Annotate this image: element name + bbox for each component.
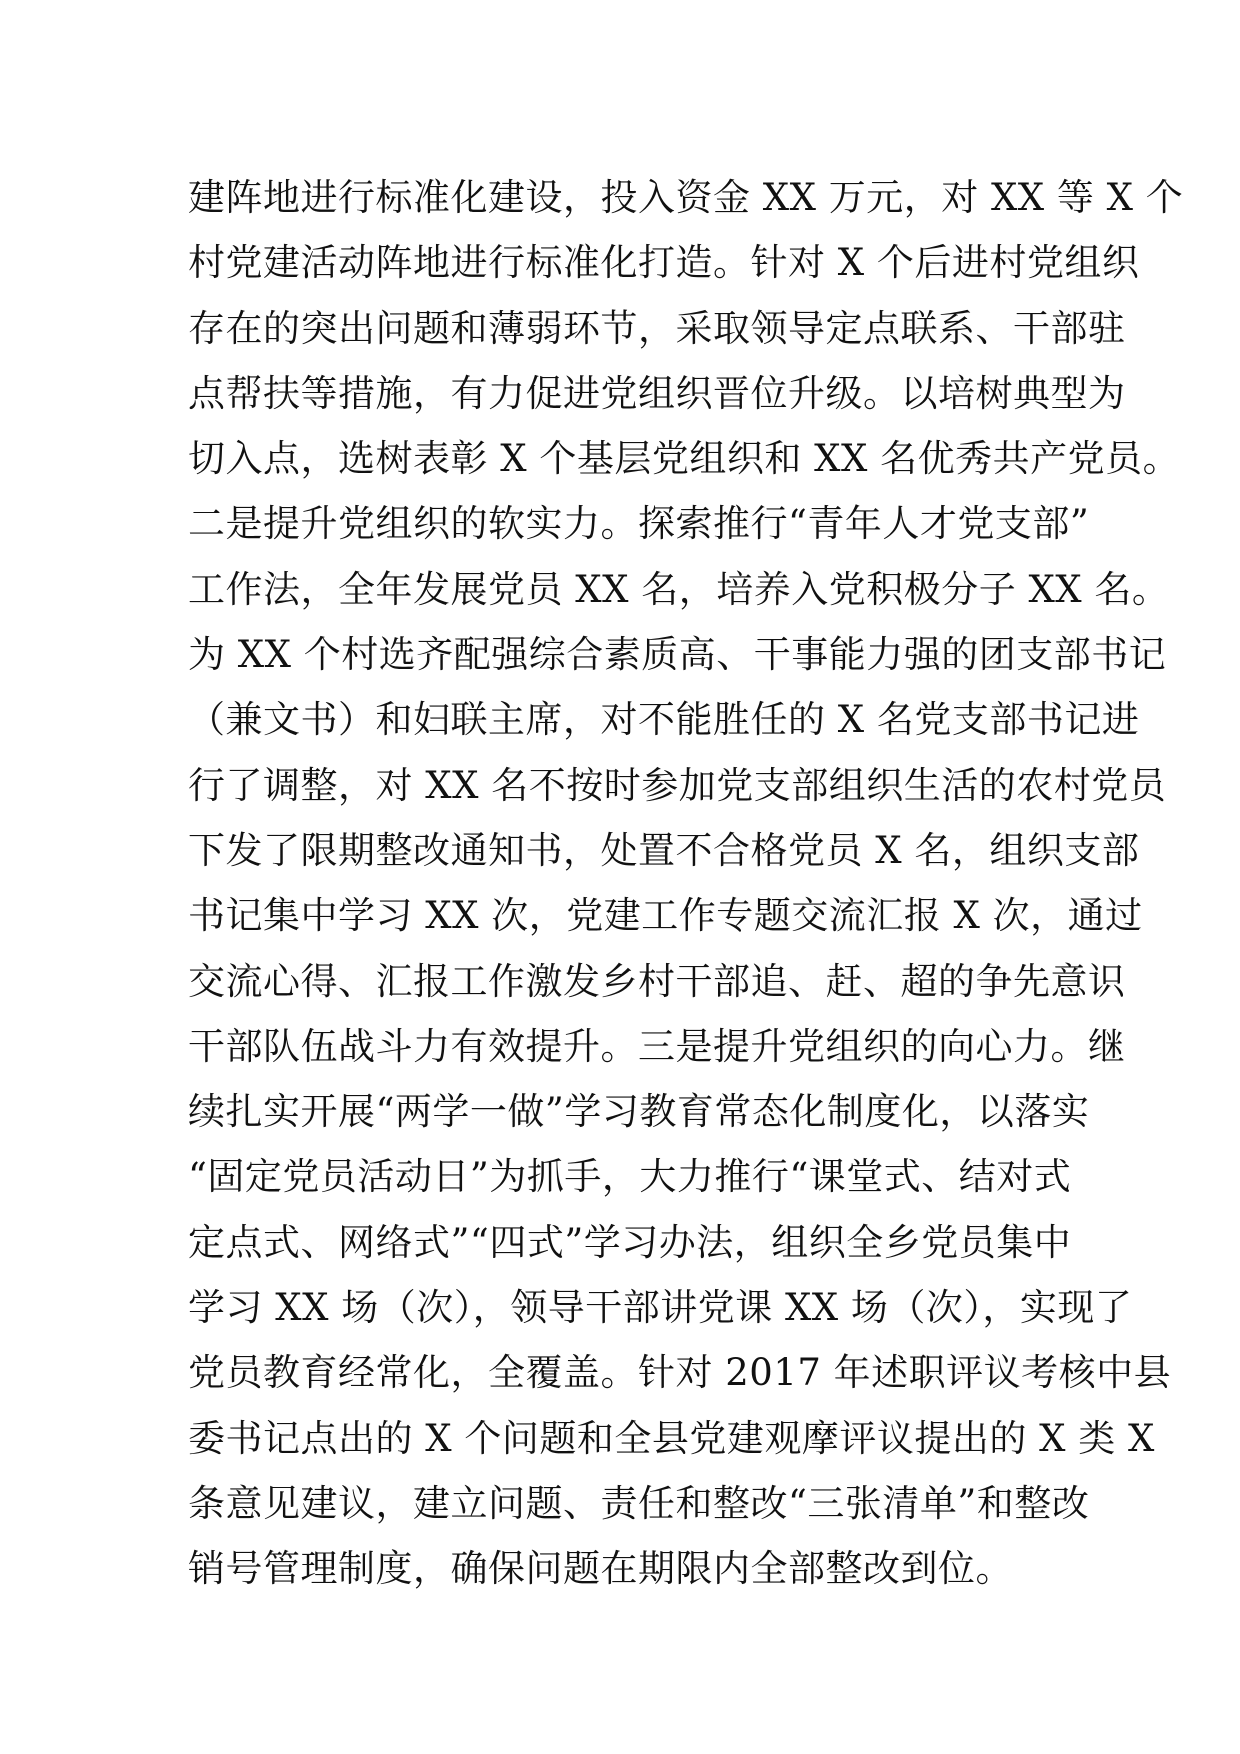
text-line: 存在的突出问题和薄弱环节，采取领导定点联系、干部驻 [188, 306, 1126, 350]
text-line: 销号管理制度，确保问题在期限内全部整改到位。 [188, 1547, 1013, 1591]
text-line: 下发了限期整改通知书，处置不合格党员 X 名，组织支部 [188, 828, 1140, 872]
text-line: （兼文书）和妇联主席，对不能胜任的 X 名党支部书记进 [188, 698, 1140, 742]
text-line: 党员教育经常化，全覆盖。针对 2017 年述职评议考核中县 [188, 1351, 1172, 1395]
text-line: 书记集中学习 XX 次，党建工作专题交流汇报 X 次，通过 [188, 894, 1143, 938]
text-line: 村党建活动阵地进行标准化打造。针对 X 个后进村党组织 [188, 241, 1140, 285]
text-line: 定点式、网络式”“四式”学习办法，组织全乡党员集中 [188, 1220, 1072, 1264]
text-line: 续扎实开展“两学一做”学习教育常态化制度化，以落实 [188, 1090, 1090, 1134]
text-line: 工作法，全年发展党员 XX 名，培养入党积极分子 XX 名。 [188, 567, 1170, 611]
text-line: 委书记点出的 X 个问题和全县党建观摩评议提出的 X 类 X [188, 1416, 1155, 1460]
text-line: 学习 XX 场（次），领导干部讲党课 XX 场（次），实现了 [188, 1286, 1133, 1330]
text-line: 点帮扶等措施，有力促进党组织晋位升级。以培树典型为 [188, 371, 1126, 415]
body-paragraph [188, 165, 1184, 1602]
text-line: 为 XX 个村选齐配强综合素质高、干事能力强的团支部书记 [188, 633, 1167, 677]
text-line: 建阵地进行标准化建设，投入资金 XX 万元，对 XX 等 X 个 [188, 176, 1184, 219]
text-line: 条意见建议，建立问题、责任和整改“三张清单”和整改 [188, 1481, 1090, 1525]
text-line: “固定党员活动日”为抓手，大力推行“课堂式、结对式 [188, 1155, 1072, 1199]
text-line: 交流心得、汇报工作激发乡村干部追、赶、超的争先意识 [188, 959, 1126, 1003]
text-line: 二是提升党组织的软实力。探索推行“青年人才党支部” [188, 502, 1090, 546]
text-line: 切入点，选树表彰 X 个基层党组织和 XX 名优秀共产党员。 [188, 437, 1181, 481]
text-line: 干部队伍战斗力有效提升。三是提升党组织的向心力。继 [188, 1024, 1126, 1068]
text-line: 行了调整，对 XX 名不按时参加党支部组织生活的农村党员 [188, 763, 1167, 807]
